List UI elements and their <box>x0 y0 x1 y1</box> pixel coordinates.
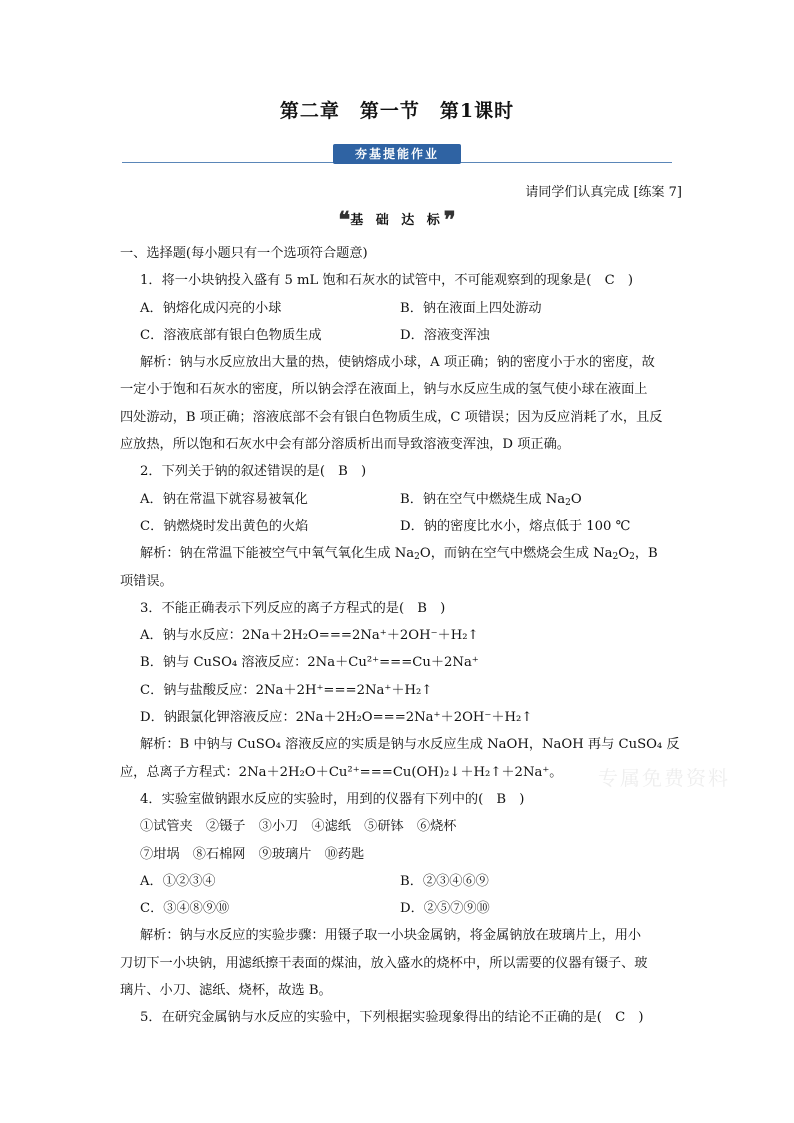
practice-reference: 请同学们认真完成 [练案 7] <box>525 185 682 200</box>
question-2-options-ab <box>120 486 680 513</box>
question-1-solution-line-2: 一定小于饱和石灰水的密度，所以钠会浮在液面上，钠与水反应生成的氢气使小球在液面上 <box>120 382 648 398</box>
question-4-options-ab <box>120 868 680 895</box>
section-label-text: 基 础 达 标 <box>350 213 444 228</box>
question-4-stem: 4．实验室做钠跟水反应的实验时，用到的仪器有下列中的( B ) <box>140 791 525 807</box>
question-2-solution-line-2: 项错误。 <box>120 573 173 589</box>
homework-badge: 夯基提能作业 <box>333 144 461 164</box>
question-2-option-b: B．钠在空气中燃烧生成 $Na_2O$ <box>400 491 582 508</box>
question-4-solution-line-3: 璃片、小刀、滤纸、烧杯，故选 B。 <box>120 983 332 999</box>
question-4-option-b: B．②③④⑥⑨ <box>400 873 489 889</box>
question-2-option-d: D．钠的密度比水小，熔点低于 100 ℃ <box>400 518 631 534</box>
question-1-solution-line-3: 四处游动，B 项正确；溶液底部不会有银白色物质生成，C 项错误；因为反应消耗了水，且反 <box>120 409 663 425</box>
question-2-options-cd <box>120 513 680 540</box>
question-4-option-d: D．②⑤⑦⑨⑩ <box>400 901 490 917</box>
question-1-stem: 1．将一小块钠投入盛有 5 mL 饱和石灰水的试管中，不可能观察到的现象是( C ) <box>140 273 633 289</box>
question-4-option-a: A．①②③④ <box>140 873 216 889</box>
question-1-solution-line-1: 解析：钠与水反应放出大量的热，使钠熔成小球，A 项正确；钠的密度小于水的密度，故 <box>140 355 655 371</box>
question-3-option-d: D．钠跟氯化钾溶液反应：2Na＋2H₂O===2Na⁺＋2OH⁻＋H₂↑ <box>140 710 533 726</box>
question-4-solution-line-2: 刀切下一小块钠，用滤纸擦干表面的煤油，放入盛水的烧杯中，所以需要的仪器有镊子、玻 <box>120 955 648 971</box>
question-3-stem: 3．不能正确表示下列反应的离子方程式的是( B ) <box>140 600 446 616</box>
question-3-option-b: B．钠与 CuSO₄ 溶液反应：2Na＋Cu²⁺===Cu＋2Na⁺ <box>140 655 479 671</box>
question-3-solution-line-2: 应，总离子方程式：2Na＋2H₂O＋Cu²⁺===Cu(OH)₂↓＋H₂↑＋2Na⁺。 <box>120 764 563 780</box>
close-quote-icon: ❞ <box>443 207 456 233</box>
section-label <box>0 207 794 233</box>
question-4-options-cd <box>120 895 680 922</box>
watermark-text: 专属免费资料 <box>598 766 730 790</box>
section-heading: 一、选择题(每小题只有一个选项符合题意) <box>120 246 368 261</box>
question-content <box>120 240 680 1032</box>
question-1-options-cd <box>120 322 680 349</box>
question-1-solution-line-4: 应放热，所以饱和石灰水中会有部分溶质析出而导致溶液变浑浊，D 项正确。 <box>120 437 570 453</box>
question-2-option-c: C．钠燃烧时发出黄色的火焰 <box>140 518 309 534</box>
question-2-stem: 2．下列关于钠的叙述错误的是( B ) <box>140 464 367 480</box>
question-2-solution-line-1: 解析：钠在常温下能被空气中氧气氧化生成 $Na_2O$，而钠在空气中燃烧会生成 $Na_2O_2$，B <box>140 546 658 563</box>
question-3-option-c: C．钠与盐酸反应：2Na＋2H⁺===2Na⁺＋H₂↑ <box>140 682 433 698</box>
question-4-items-line-1: ①试管夹 ②镊子 ③小刀 ④滤纸 ⑤研钵 ⑥烧杯 <box>140 819 457 835</box>
question-4-solution-line-1: 解析：钠与水反应的实验步骤：用镊子取一小块金属钠，将金属钠放在玻璃片上，用小 <box>140 928 642 944</box>
open-quote-icon: ❝ <box>338 207 351 233</box>
question-1-options-ab <box>120 295 680 322</box>
question-1-option-c: C．溶液底部有银白色物质生成 <box>140 327 322 343</box>
question-1-option-a: A．钠熔化成闪亮的小球 <box>140 300 282 316</box>
page-title: 第二章 第一节 第1课时 <box>279 100 515 122</box>
question-3-solution-line-1: 解析：B 中钠与 CuSO₄ 溶液反应的实质是钠与水反应生成 NaOH，NaOH 再与 CuSO₄ 反 <box>140 737 680 753</box>
question-4-option-c: C．③④⑧⑨⑩ <box>140 901 230 917</box>
question-2-option-a: A．钠在常温下就容易被氧化 <box>140 491 308 507</box>
question-1-option-b: B．钠在液面上四处游动 <box>400 300 542 316</box>
question-5-stem: 5．在研究金属钠与水反应的实验中，下列根据实验现象得出的结论不正确的是( C ) <box>140 1010 644 1026</box>
question-4-items-line-2: ⑦坩埚 ⑧石棉网 ⑨玻璃片 ⑩药匙 <box>140 846 365 862</box>
question-3-option-a: A．钠与水反应：2Na＋2H₂O===2Na⁺＋2OH⁻＋H₂↑ <box>140 628 479 644</box>
question-1-option-d: D．溶液变浑浊 <box>400 327 490 343</box>
